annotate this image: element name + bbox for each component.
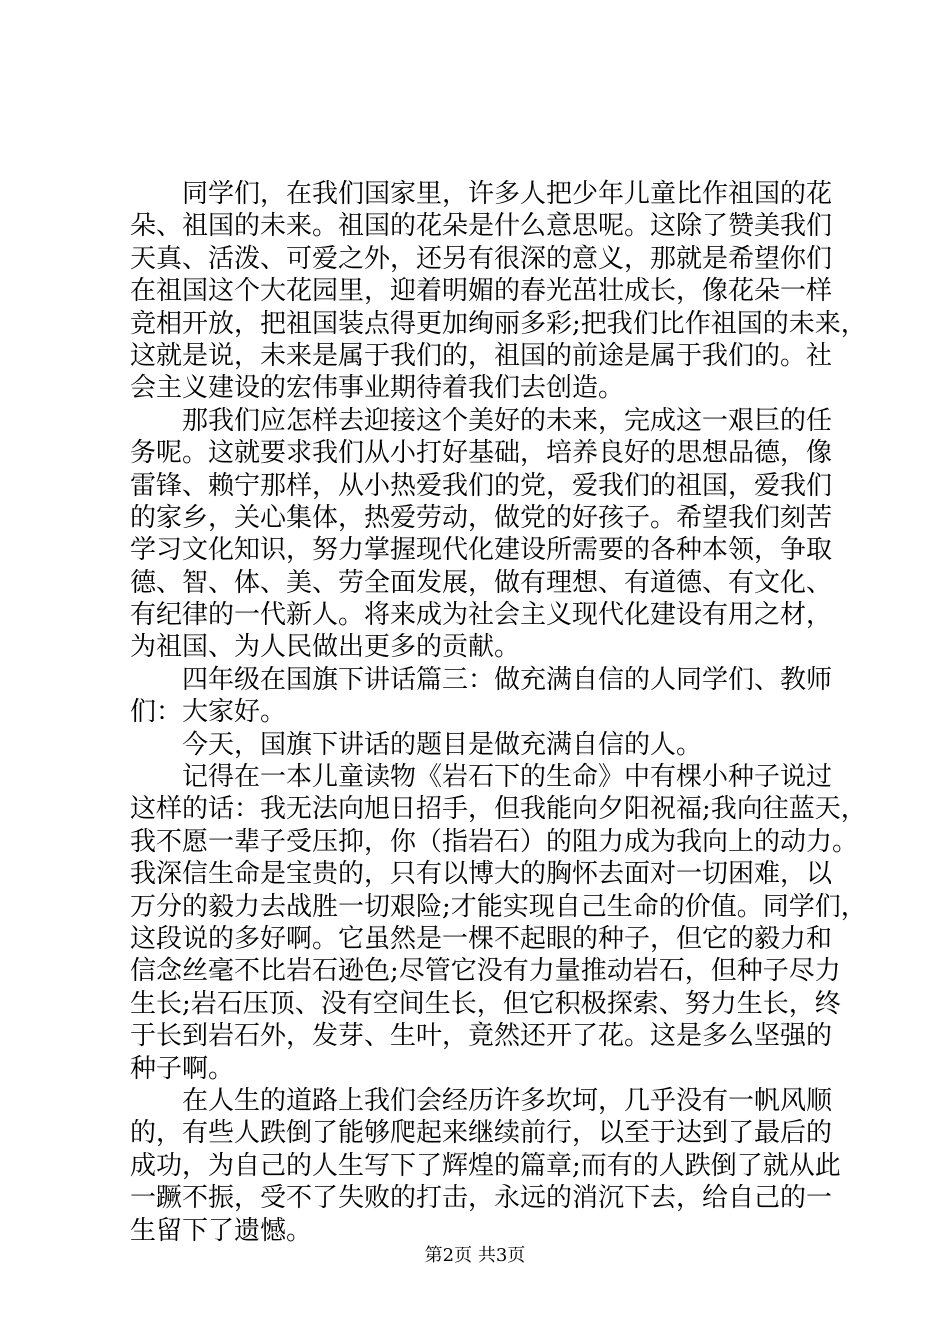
text-line: 这就是说，未来是属于我们的，祖国的前途是属于我们的。社 <box>130 340 833 371</box>
text-line: 为祖国、为人民做出更多的贡献。 <box>130 632 521 663</box>
text-line: 我深信生命是宝贵的，只有以博大的胸怀去面对一切困难，以 <box>130 859 833 890</box>
text-line: 在人生的道路上我们会经历许多坎坷，几乎没有一帆风顺 <box>182 1085 833 1116</box>
text-line: 这段说的多好啊。它虽然是一棵不起眼的种子，但它的毅力和 <box>130 923 833 954</box>
text-line: 在祖国这个大花园里，迎着明媚的春光茁壮成长，像花朵一样 <box>130 276 833 307</box>
text-line: 万分的毅力去战胜一切艰险;才能实现自己生命的价值。同学们， <box>130 891 867 922</box>
text-line: 生留下了遗憾。 <box>130 1215 313 1246</box>
document-body <box>130 178 867 1247</box>
text-line: 成功，为自己的人生写下了辉煌的篇章;而有的人跌倒了就从此 <box>130 1150 841 1181</box>
text-line: 一蹶不振，受不了失败的打击，永远的消沉下去，给自己的一 <box>130 1183 833 1214</box>
text-line: 那我们应怎样去迎接这个美好的未来，完成这一艰巨的任 <box>182 405 833 436</box>
text-line: 信念丝毫不比岩石逊色;尽管它没有力量推动岩石，但种子尽力 <box>130 956 841 987</box>
text-line: 会主义建设的宏伟事业期待着我们去创造。 <box>130 373 625 404</box>
text-line: 务呢。这就要求我们从小打好基础，培养良好的思想品德，像 <box>130 438 833 469</box>
text-line: 今天，国旗下讲话的题目是做充满自信的人。 <box>182 729 703 760</box>
text-line: 朵、祖国的未来。祖国的花朵是什么意思呢。这除了赞美我们 <box>130 211 833 242</box>
page-number: 第2页 共3页 <box>424 1245 526 1266</box>
text-line: 同学们，在我们国家里，许多人把少年儿童比作祖国的花 <box>182 179 833 209</box>
text-line: 的，有些人跌倒了能够爬起来继续前行，以至于达到了最后的 <box>130 1118 833 1149</box>
paragraph <box>130 178 867 405</box>
text-line: 德、智、体、美、劳全面发展，做有理想、有道德、有文化、 <box>130 567 833 598</box>
text-line: 记得在一本儿童读物《岩石下的生命》中有棵小种子说过 <box>182 762 833 793</box>
paragraph <box>130 761 867 1085</box>
text-line: 种子啊。 <box>130 1053 235 1084</box>
text-line: 天真、活泼、可爱之外，还另有很深的意义，那就是希望你们 <box>130 243 833 274</box>
text-line: 的家乡，关心集体，热爱劳动，做党的好孩子。希望我们刻苦 <box>130 502 833 533</box>
text-line: 于长到岩石外，发芽、生叶，竟然还开了花。这是多么坚强的 <box>130 1021 833 1052</box>
text-line: 们：大家好。 <box>130 697 287 728</box>
text-line: 雷锋、赖宁那样，从小热爱我们的党，爱我们的祖国，爱我们 <box>130 470 833 501</box>
page-footer <box>0 1244 950 1268</box>
paragraph-heading <box>130 664 833 729</box>
text-line: 竞相开放，把祖国装点得更加绚丽多彩;把我们比作祖国的未来， <box>130 308 867 339</box>
paragraph <box>130 405 833 664</box>
text-line: 有纪律的一代新人。将来成为社会主义现代化建设有用之材， <box>130 600 833 631</box>
text-line: 四年级在国旗下讲话篇三：做充满自信的人同学们、教师 <box>182 664 833 695</box>
paragraph <box>130 1085 841 1247</box>
text-line: 生长;岩石压顶、没有空间生长，但它积极探索、努力生长，终 <box>130 988 841 1019</box>
paragraph <box>130 729 830 761</box>
text-line: 我不愿一辈子受压抑，你（指岩石）的阻力成为我向上的动力。 <box>130 826 859 857</box>
text-line: 这样的话：我无法向旭日招手，但我能向夕阳祝福;我向往蓝天， <box>130 794 867 825</box>
text-line: 学习文化知识，努力掌握现代化建设所需要的各种本领，争取 <box>130 535 833 566</box>
